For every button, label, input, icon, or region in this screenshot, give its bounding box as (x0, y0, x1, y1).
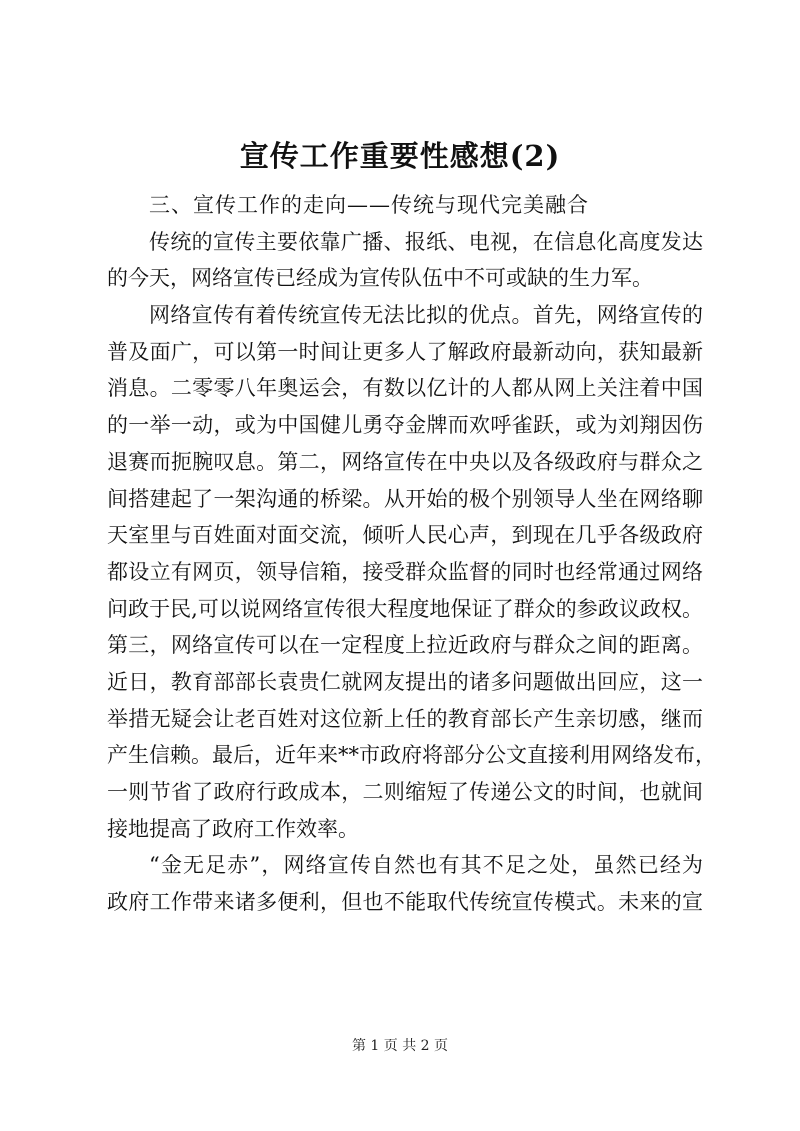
page-footer: 第 1 页 共 2 页 (351, 1038, 449, 1054)
paragraph-line: 普及面广，可以第一时间让更多人了解政府最新动向，获知最新 (107, 339, 703, 364)
paragraph-line: 退赛而扼腕叹息。第二，网络宣传在中央以及各级政府与群众之 (107, 449, 703, 474)
section-heading: 三、宣传工作的走向——传统与现代完美融合 (149, 193, 589, 217)
paragraph-line: 举措无疑会让老百姓对这位新上任的教育部长产生亲切感，继而 (107, 706, 703, 731)
document-title: 宣传工作重要性感想(2) (239, 139, 561, 173)
paragraph-line: 问政于民,可以说网络宣传很大程度地保证了群众的参政议政权。 (107, 596, 703, 621)
document-body (107, 187, 716, 921)
paragraph-line: 接地提高了政府工作效率。 (107, 816, 359, 841)
paragraph-line: 政府工作带来诸多便利，但也不能取代传统宣传模式。未来的宣 (107, 890, 703, 915)
paragraph-line: “金无足赤”，网络宣传自然也有其不足之处，虽然已经为 (149, 853, 703, 878)
paragraph-line: 近日，教育部部长袁贵仁就网友提出的诸多问题做出回应，这一 (107, 669, 703, 694)
paragraph-line: 天室里与百姓面对面交流，倾听人民心声，到现在几乎各级政府 (107, 523, 703, 548)
paragraph-line: 都设立有网页，领导信箱，接受群众监督的同时也经常通过网络 (107, 559, 703, 584)
paragraph-line: 一则节省了政府行政成本，二则缩短了传递公文的时间，也就间 (107, 780, 703, 804)
paragraph-line: 的今天，网络宣传已经成为宣传队伍中不可或缺的生力军。 (107, 266, 653, 291)
paragraph-line: 间搭建起了一架沟通的桥梁。从开始的极个别领导人坐在网络聊 (107, 486, 703, 511)
paragraph-line: 消息。二零零八年奥运会，有数以亿计的人都从网上关注着中国 (107, 376, 703, 401)
paragraph-line: 网络宣传有着传统宣传无法比拟的优点。首先，网络宣传的 (149, 303, 703, 328)
paragraph-line: 第三，网络宣传可以在一定程度上拉近政府与群众之间的距离。 (107, 633, 703, 658)
paragraph-line: 产生信赖。最后，近年来**市政府将部分公文直接利用网络发布， (107, 743, 716, 768)
paragraph-line: 传统的宣传主要依靠广播、报纸、电视，在信息化高度发达 (149, 229, 703, 254)
paragraph-line: 的一举一动，或为中国健儿勇夺金牌而欢呼雀跃，或为刘翔因伤 (107, 413, 703, 438)
